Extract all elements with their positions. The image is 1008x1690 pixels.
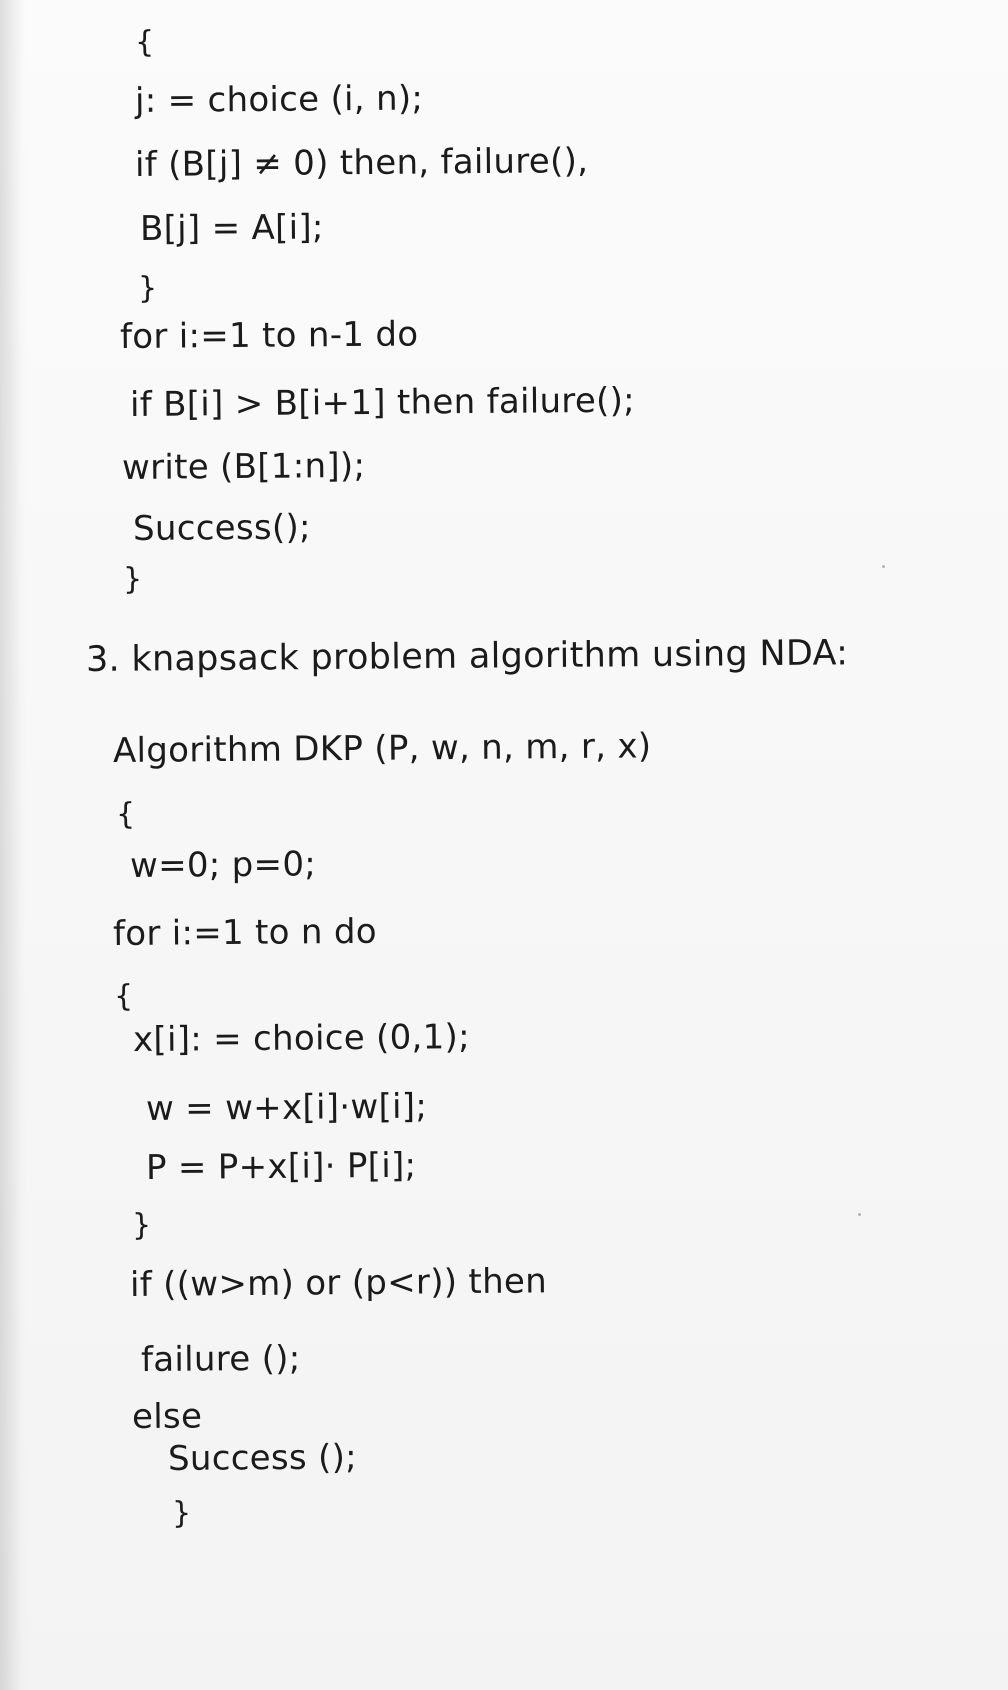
- success-line: Success ();: [167, 1437, 358, 1479]
- for-loop-line: for i:=1 to n do: [112, 911, 378, 954]
- final-check-line: if ((w>m) or (p<r)) then: [129, 1261, 548, 1305]
- paper-speck: [882, 565, 885, 568]
- choice-line: j: = choice (i, n);: [134, 78, 424, 121]
- success-line: Success();: [132, 507, 312, 549]
- write-line: write (B[1:n]);: [121, 445, 366, 488]
- paper-speck: [858, 1213, 861, 1216]
- close-brace-line: }: [122, 561, 143, 597]
- open-brace-line: {: [113, 978, 134, 1014]
- assignment-line: B[j] = A[i];: [139, 207, 324, 249]
- weight-update-line: w = w+x[i]·w[i];: [145, 1086, 428, 1129]
- section-heading: 3. knapsack problem algorithm using NDA:: [85, 633, 849, 680]
- close-brace-line: }: [131, 1207, 152, 1243]
- compare-line: if B[i] > B[i+1] then failure();: [129, 380, 636, 425]
- init-line: w=0; p=0;: [129, 844, 317, 886]
- choice-line: x[i]: = choice (0,1);: [132, 1017, 471, 1060]
- close-brace-line: }: [171, 1495, 192, 1531]
- else-line: else: [131, 1396, 203, 1437]
- for-loop-line: for i:=1 to n-1 do: [119, 314, 419, 357]
- profit-update-line: P = P+x[i]· P[i];: [145, 1145, 417, 1188]
- open-brace-line: {: [115, 796, 136, 832]
- close-brace-line: }: [137, 270, 158, 306]
- open-brace-line: {: [134, 24, 155, 60]
- failure-line: failure ();: [140, 1338, 301, 1380]
- if-failure-line: if (B[j] ≠ 0) then, failure(),: [134, 141, 589, 185]
- algorithm-signature: Algorithm DKP (P, w, n, m, r, x): [112, 726, 652, 771]
